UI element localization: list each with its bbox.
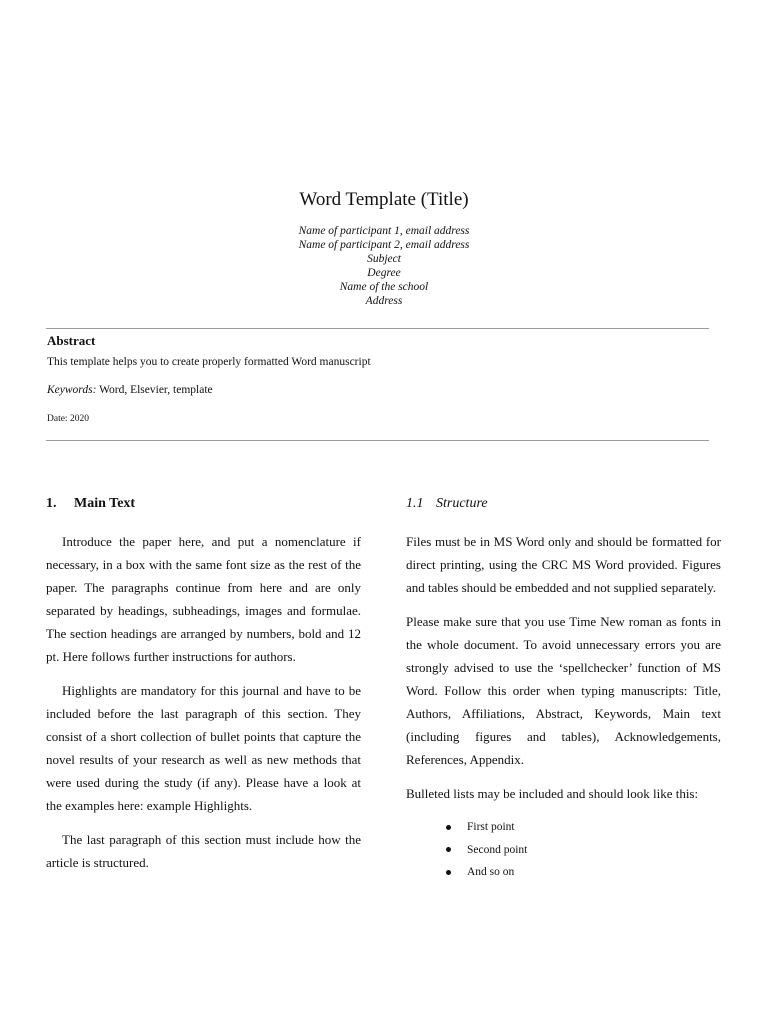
section-heading-main-text: [46, 494, 361, 514]
subsection-heading-structure: [406, 494, 721, 514]
document-title: Word Template (Title): [299, 189, 469, 210]
abstract-bottom-divider: [46, 440, 709, 441]
author-block: [0, 224, 768, 308]
author-line-subject: Subject: [367, 253, 401, 265]
author-line-school: Name of the school: [339, 281, 429, 293]
bullet-list: [406, 816, 721, 884]
list-item: [446, 839, 721, 862]
left-column: [46, 494, 361, 885]
main-text-paragraph-3: The last paragraph of this section must include how the article is structured.: [46, 832, 361, 870]
list-item-text: And so on: [467, 866, 515, 878]
date-line: Date: 2020: [47, 414, 89, 424]
main-text-paragraph-2: Highlights are mandatory for this journal and have to be included before the last paragraph of this section. They consist of a short collection of bullet points that capture the novel results of your research as well as new methods that were used during the study (if any). Please have a look at the examples here: example Highlights.: [46, 683, 361, 813]
structure-paragraph-3: Bulleted lists may be included and should look like this:: [406, 786, 699, 801]
section-number: 1.: [46, 496, 57, 511]
bullet-icon: [446, 825, 451, 830]
keywords-label: Keywords:: [47, 384, 97, 396]
section-title: Main Text: [74, 496, 136, 511]
subsection-number: 1.1: [406, 496, 424, 511]
right-column: [406, 494, 721, 884]
abstract-text: This template helps you to create properly formatted Word manuscript: [47, 356, 371, 368]
subsection-title: Structure: [436, 496, 488, 511]
abstract-heading: Abstract: [47, 333, 96, 348]
author-line-address: Address: [365, 295, 403, 307]
author-line-degree: Degree: [367, 267, 401, 279]
bullet-icon: [446, 847, 451, 852]
structure-paragraph-1: Files must be in MS Word only and should be formatted for direct printing, using the CRC MS Word provided. Figures and tables should be embedded and not supplied separately.: [406, 534, 721, 595]
list-item: [446, 816, 721, 839]
list-item-text: Second point: [467, 843, 528, 856]
author-line-participant-1: Name of participant 1, email address: [298, 225, 470, 237]
structure-paragraph-2: Please make sure that you use Time New roman as fonts in the whole document. To avoid unnecessary errors you are strongly advised to use the ‘spellchecker’ function of MS Word. Follow this order when typing manuscripts: Title, Authors, Affiliations, Abstract, Keywords, Main text (including figures and tables), Acknowledgements, References, Appendix.: [406, 614, 721, 767]
keywords-value: Word, Elsevier, template: [96, 384, 213, 396]
abstract-top-divider: [46, 328, 709, 329]
list-item-text: First point: [467, 821, 515, 833]
author-line-participant-2: Name of participant 2, email address: [298, 239, 470, 251]
keywords-line: [47, 384, 213, 396]
main-text-paragraph-1: Introduce the paper here, and put a nomenclature if necessary, in a box with the same font size as the rest of the paper. The paragraphs continue from here and are only separated by headings, subheadings, images and formulae. The section headings are arranged by numbers, bold and 12 pt. Here follows further instructions for authors.: [46, 534, 361, 664]
list-item: [446, 861, 721, 884]
bullet-icon: [446, 870, 451, 875]
